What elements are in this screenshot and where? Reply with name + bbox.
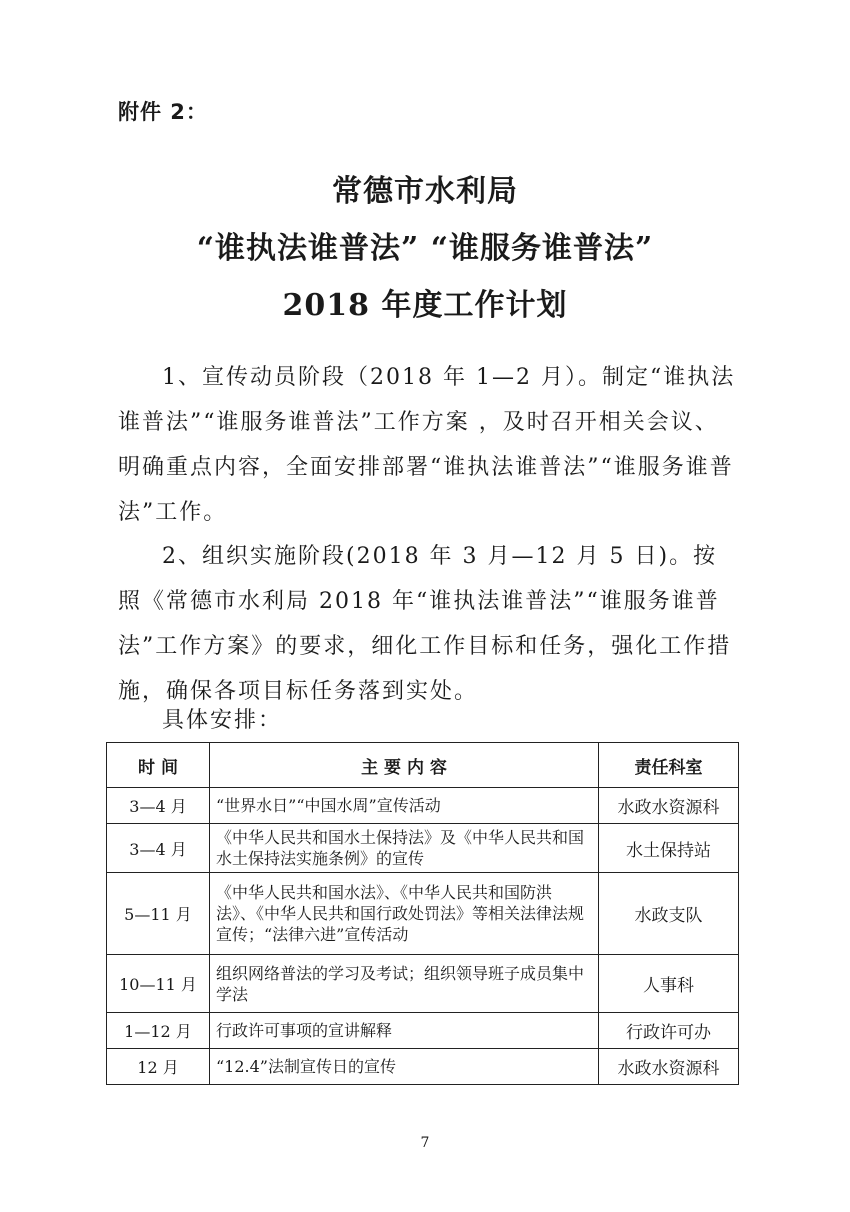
cell-content: “12.4”法制宣传日的宣传 [210,1049,599,1085]
cell-time: 3—4 月 [107,788,210,824]
table-row [107,1049,739,1085]
header-content: 主 要 内 容 [210,743,599,788]
attachment-label: 附件 2： [118,100,208,124]
header-dept: 责任科室 [599,743,739,788]
page-number: 7 [420,1135,430,1151]
cell-time: 1—12 月 [107,1013,210,1049]
cell-dept: 水政支队 [599,873,739,955]
cell-time: 10—11 月 [107,955,210,1013]
cell-dept: 水土保持站 [599,824,739,873]
cell-dept: 水政水资源科 [599,1049,739,1085]
table-row [107,788,739,824]
cell-content: 《中华人民共和国水土保持法》及《中华人民共和国水土保持法实施条例》的宣传 [210,824,599,873]
cell-content: 组织网络普法的学习及考试；组织领导班子成员集中学法 [210,955,599,1013]
table-header-row [107,743,739,788]
cell-time: 5—11 月 [107,873,210,955]
cell-dept: 水政水资源科 [599,788,739,824]
paragraph-publicity-stage: 1、宣传动员阶段（2018 年 1—2 月）。制定“谁执法谁普法”“谁服务谁普法”工作方案 ，及时召开相关会议、明确重点内容，全面安排部署“谁执法谁普法”“谁服务谁普法”工作。 [118,365,736,525]
cell-content: 行政许可事项的宣讲解释 [210,1013,599,1049]
cell-content: 《中华人民共和国水法》、《中华人民共和国防洪法》、《中华人民共和国行政处罚法》等相关法律法规宣传；“法律六进”宣传活动 [210,873,599,955]
cell-dept: 行政许可办 [599,1013,739,1049]
title-line-3: 2018 年度工作计划 [282,288,568,323]
table-row [107,873,739,955]
schedule-table [106,742,739,1085]
header-time: 时 间 [107,743,210,788]
title-line-2: “谁执法谁普法” “谁服务谁普法” [196,231,654,266]
cell-time: 3—4 月 [107,824,210,873]
cell-dept: 人事科 [599,955,739,1013]
cell-content: “世界水日”“中国水周”宣传活动 [210,788,599,824]
paragraph-implementation-stage: 2、组织实施阶段(2018 年 3 月—12 月 5 日)。按照《常德市水利局 2018 年“谁执法谁普法”“谁服务谁普法”工作方案》的要求，细化工作目标和任务，强化工作措施，确保各项目标任务落到实处。 [118,544,732,704]
schedule-intro: 具体安排： [162,708,283,733]
table-row [107,824,739,873]
cell-time: 12 月 [107,1049,210,1085]
table-row [107,1013,739,1049]
title-line-1: 常德市水利局 [332,174,518,209]
table-row [107,955,739,1013]
